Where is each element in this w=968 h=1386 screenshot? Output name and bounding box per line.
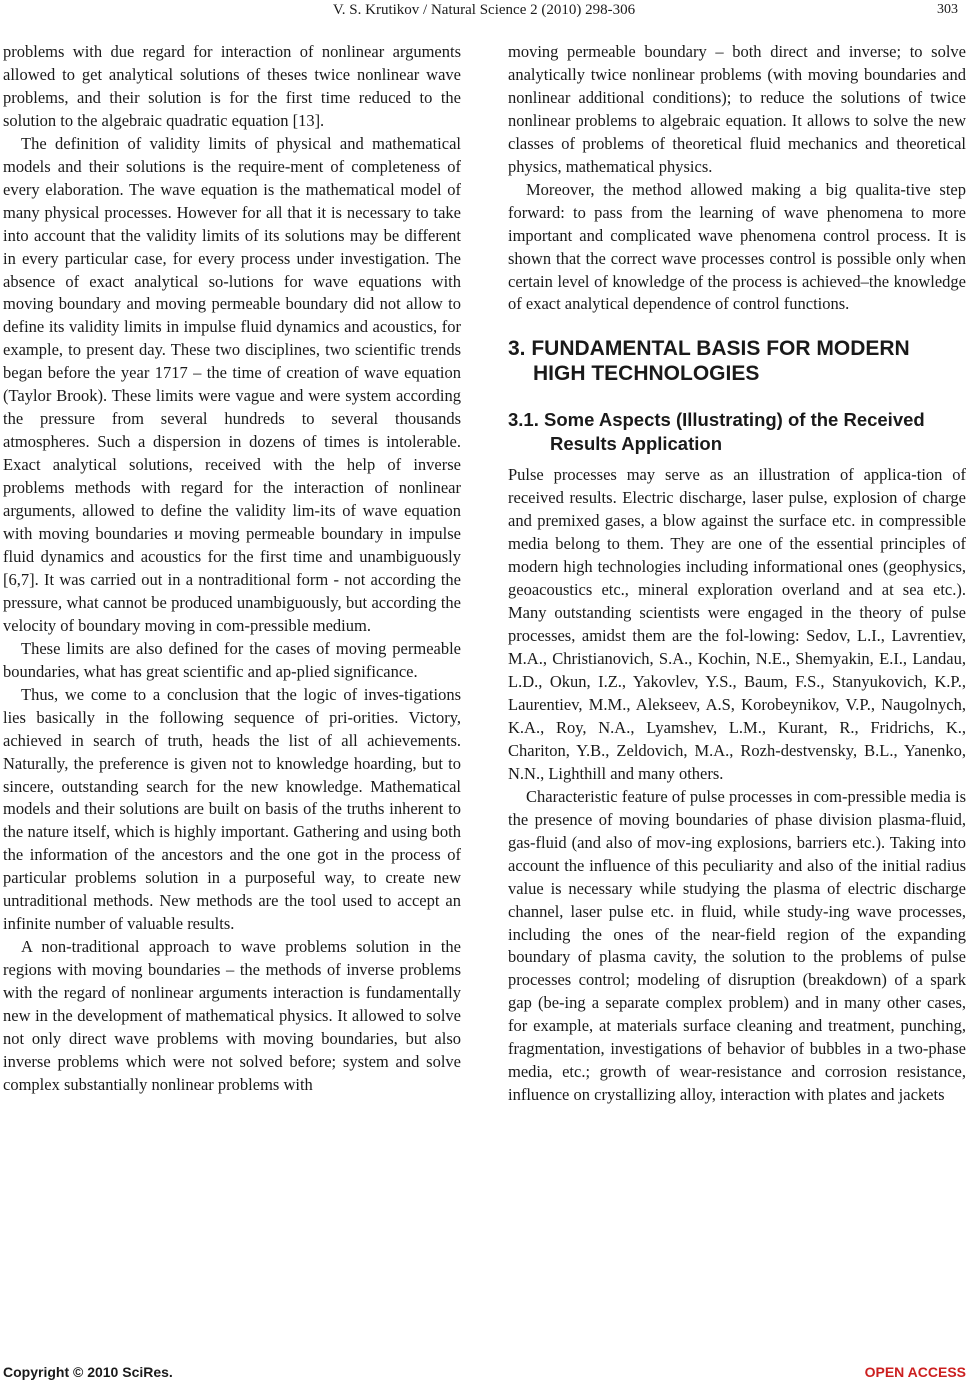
page-header xyxy=(0,0,968,24)
section-heading: 3. FUNDAMENTAL BASIS FOR MODERN HIGH TECHNOLOGIES xyxy=(508,337,910,386)
copyright-notice: Copyright © 2010 SciRes. xyxy=(3,1364,173,1380)
body-paragraph: These limits are also defined for the cases of moving permeable boundaries, what has great scientific and ap-plied significance. xyxy=(3,638,461,681)
subsection-heading: 3.1. Some Aspects (Illustrating) of the Received Results Application xyxy=(508,409,925,455)
body-paragraph: problems with due regard for interaction of nonlinear arguments allowed to get analytical solutions of theses twice nonlinear wave problems, and their solution is for the first time reduced to the solution to the algebraic quadratic equation [13]. xyxy=(3,42,461,130)
page-number: 303 xyxy=(937,2,958,17)
running-head: V. S. Krutikov / Natural Science 2 (2010) 298-306 xyxy=(332,2,636,18)
right-column xyxy=(508,41,966,1107)
open-access-label: OPEN ACCESS xyxy=(864,1364,966,1380)
body-paragraph: Moreover, the method allowed making a big qualita-tive step forward: to pass from the learning of wave phenomena to more important and complicated wave phenomena control process. It is shown that the correct wave processes control is possible only when certain level of knowledge of the process is achieved–the knowledge of exact analytical dependence of control functions. xyxy=(508,179,966,314)
body-paragraph: Thus, we come to a conclusion that the logic of inves-tigations lies basically in the following sequence of pri-orities. Victory, achieved in search of truth, heads the list of all achievements. Naturally, the preference is given not to knowledge hoarding, but to sincere, outstanding search for the new knowledge. Mathematical models and their solutions are built on basis of the truths inherent to the nature itself, which is highly important. Gathering and using both the information of the ancestors and the one got in the process of particular problems solution in a purposeful way, to create new untraditional methods. New methods are the tool used to accept an infinite number of valuable results. xyxy=(3,684,461,934)
body-paragraph: A non-traditional approach to wave problems solution in the regions with moving boundaries – the methods of inverse problems with the regard of nonlinear arguments interaction is fundamentally new in the development of mathematical physics. It allowed to solve not only direct wave problems with moving boundaries, but also inverse problems which were not solved before; system and solve complex substantially nonlinear problems with xyxy=(3,937,461,1094)
body-paragraph: moving permeable boundary – both direct and inverse; to solve analytically twice nonlinear problems (with moving boundaries and nonlinear additional conditions); to reduce the solutions of twice nonlinear problems to algebraic equation. It allows to solve the new classes of problems of theoretical fluid mechanics and theoretical physics, mathematical physics. xyxy=(508,42,966,176)
body-paragraph: Characteristic feature of pulse processes in com-pressible media is the presence of moving boundaries of phase division plasma-fluid, gas-fluid (and also of mov-ing explosions, barriers etc.). Taking into account the influence of this peculiarity and also of the initial radius value is necessary while studying the plasma of electric discharge channel, laser pulse etc. in fluid, while study-ing wave processes, including the ones of the near-field region of the expanding boundary of plasma cavity, the solution to the problems of pulse processes control; modeling of disruption (breakdown) of a spark gap (be-ing a separate complex problem) and in many other cases, for example, at materials surface cleaning and treatment, punching, fragmentation, investigations of behavior of bubbles in a two-phase media, etc.; growth of wear-resistance and corrosion resistance, influence on crystallizing alloy, interaction with plates and jackets xyxy=(508,786,966,1105)
page-footer xyxy=(0,1362,968,1386)
body-paragraph: Pulse processes may serve as an illustration of applica-tion of received results. Electric discharge, laser pulse, explosion of charge and premixed gases, a blow against the surface etc. in compressible media belong to them. They are one of the essential principles of modern high technologies including informational ones (geophysics, geoacoustics etc., mineral exploration overland and at sea etc.). Many outstanding scientists were engaged in the theory of pulse processes, amidst them are the fol-lowing: Sedov, L.I., Lavrentiev, M.A., Christianovich, S.A., Kochin, N.E., Shemyakin, E.I., Landau, L.D., Okun, I.Z., Yakovlev, Y.S., Baum, F.S., Stanyukovich, K.P., Laurentiev, M.M., Alekseev, A.S, Korobeynikov, V.P., Naugolnych, K.A., Roy, N.A., Lyamshev, L.M., Kurant, R., Fridrichs, K., Chariton, Y.B., Zeldovich, M.A., Rozh-destvensky, B.L., Yanenko, N.N., Lighthill and many others. xyxy=(508,465,966,783)
left-column xyxy=(3,41,461,1097)
body-paragraph: The definition of validity limits of physical and mathematical models and their solutions is the require-ment of completeness of every elaboration. The wave equation is the mathematical model of many physical processes. However for all that it is necessary to take into account that the validity limits of its solutions may be different in every particular case, for every process under investigation. The absence of exact analytical so-lutions for wave equations with moving boundary and moving permeable boundary did not allow to define its validity limits in impulse fluid dynamics and acoustics, for example, to present day. These two disciplines, two scientific trends began before the year 1717 – the time of creation of wave equation (Taylor Brook). These limits were vague and were system according the pressure from several hundreds to several thousands atmospheres. Such a dispersion in dozens of times is intolerable. Exact analytical solutions, received with the help of inverse problems methods with regard for the interaction of nonlinear arguments, allowed to define the validity lim-its of wave equation with moving boundaries и moving permeable boundary in impulse fluid dynamics and acoustics for the first time and unambiguously [6,7]. It was carried out in a nontraditional form - not according the pressure, what cannot be produced unambiguously, but according the velocity of boundary moving in com-pressible medium. xyxy=(3,133,461,635)
